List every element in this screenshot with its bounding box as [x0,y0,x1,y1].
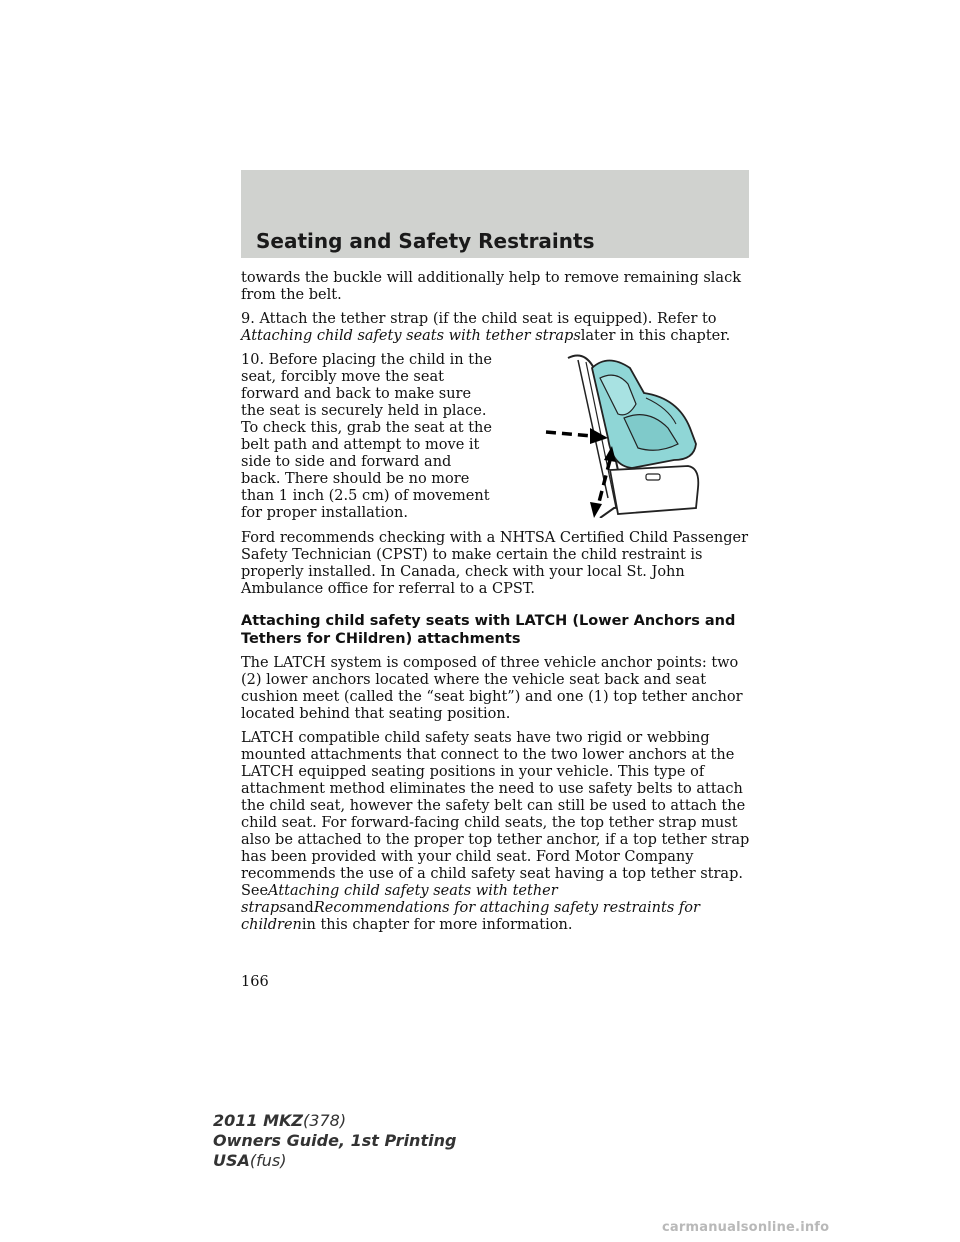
section-title: Seating and Safety Restraints [256,229,595,253]
paragraph-step-9 [241,311,751,345]
paragraph-text: The LATCH system is composed of three vehicle anchor points: two (2) lower anchors located where the vehicle seat back and seat cushion meet (called the “seat bight”) and one (1) top tether anchor located behind that seating position. [241,655,743,722]
paragraph-text: and [286,900,314,916]
paragraph-step-10 [241,352,493,522]
cross-reference: Recommendations for attaching safety restraints for children [241,900,700,933]
paragraph-text: later in this chapter. [580,328,731,344]
page-number: 166 [241,974,269,990]
footer-model-code: (378) [303,1111,347,1130]
paragraph-text: 9. Attach the tether strap (if the child seat is equipped). Refer to [241,311,717,327]
cross-reference: Attaching child safety seats with tether straps [241,328,581,344]
footer-printing: Owners Guide, 1st Printing [213,1131,457,1150]
paragraph-text: in this chapter for more information. [301,917,573,933]
paragraph-latch-system [241,655,751,723]
paragraph-cpst [241,530,751,598]
footer-market-code: (fus) [249,1151,287,1170]
paragraph-text: towards the buckle will additionally help to remove remaining slack from the belt. [241,270,741,303]
paragraph-text: 10. Before placing the child in the seat, forcibly move the seat forward and back to make sure the seat is securely held in place. To check this, grab the seat at the belt path and attempt to move it side to side and forward and back. There should be no more than 1 inch (2.5 cm) of movement for proper installation. [241,352,492,521]
subheading-latch: Attaching child safety seats with LATCH (Lower Anchors and Tethers for CHildren) attachments [241,613,736,647]
paragraph-latch-compatible [241,730,751,934]
footer-model: 2011 MKZ [213,1111,304,1130]
watermark: carmanualsonline.info [662,1220,830,1235]
paragraph-text: LATCH compatible child safety seats have two rigid or webbing mounted attachments that connect to the two lower anchors at the LATCH equipped seating positions in your vehicle. This type of attachment method eliminates the need to use safety belts to attach the child seat, however the safety belt can still be used to attach the child seat. For forward-facing child seats, the top tether strap must also be attached to the proper top tether anchor, if a top tether strap has been provided with your child seat. Ford Motor Company recommends the use of a child safety seat having a top tether strap. See [241,730,750,899]
child-seat-illustration [528,348,708,518]
document-footer [213,1111,456,1171]
footer-market: USA [213,1151,250,1170]
paragraph-text: Ford recommends checking with a NHTSA Certified Child Passenger Safety Technician (CPST) to make certain the child restraint is properly installed. In Canada, check with your local St. John Ambulance office for referral to a CPST. [241,530,749,597]
cross-reference: Attaching child safety seats with tether straps [241,883,558,916]
paragraph-slack [241,270,751,304]
